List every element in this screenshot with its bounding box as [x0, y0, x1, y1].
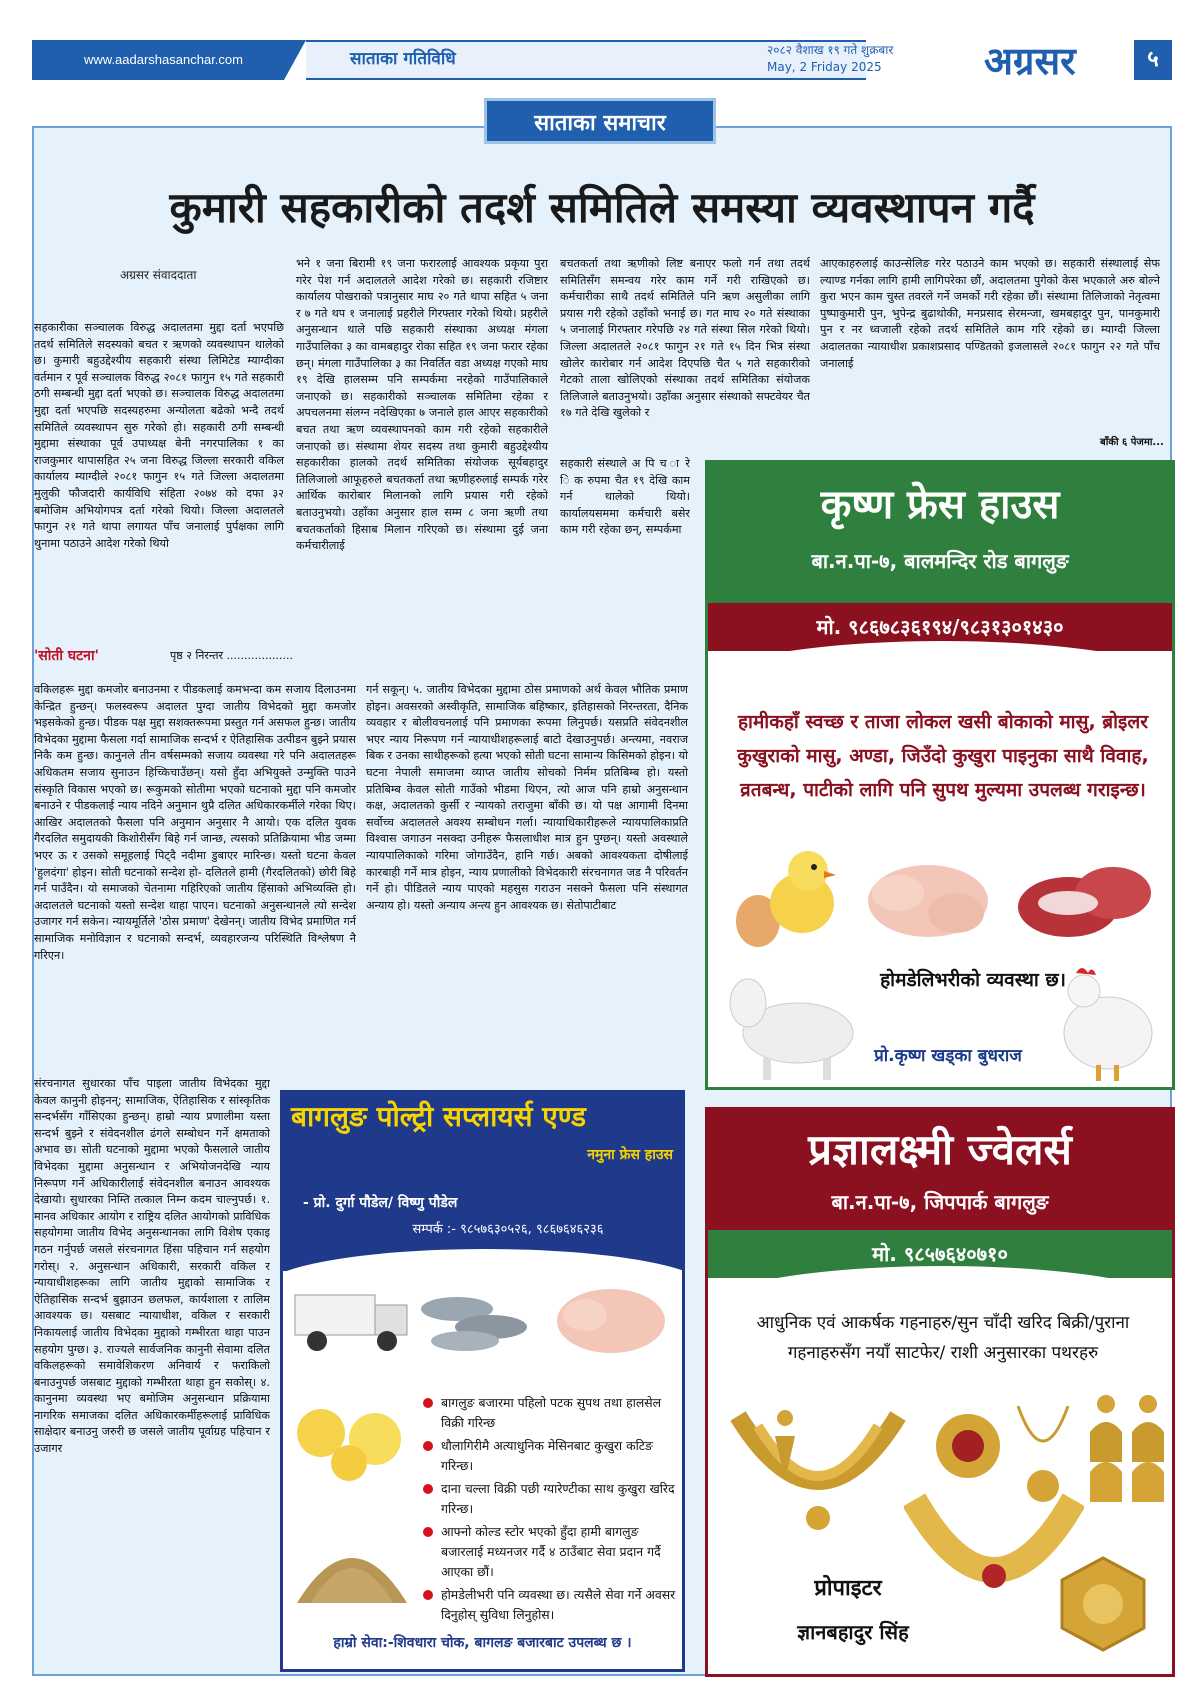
ad-address: बा.न.पा-७, जिपपार्क बागलुङ	[831, 1190, 1049, 1214]
article-column-3	[560, 256, 810, 456]
article-column-5	[34, 682, 356, 1072]
article-column-4	[820, 256, 1160, 434]
poultry-ad[interactable]	[280, 1090, 685, 1672]
proprietor-label: प्रोपाइटर	[814, 1576, 882, 1601]
website-url[interactable]: www.aadarshasanchar.com	[32, 40, 284, 80]
masthead-logo: अग्रसर	[984, 38, 1076, 83]
ad-phone: मो. ९८५७६४०७१०	[872, 1242, 1008, 1266]
gold-earring-image	[770, 1406, 800, 1486]
mutton-image	[1008, 843, 1158, 953]
chicks-image	[291, 1383, 413, 1483]
ad-description: आधुनिक एवं आकर्षक गहनाहरु/सुन चाँदी खरिद बिक्री/पुराना गहनाहरुसँग नयाँ साटफेर/ राशी अनुसारका पथरहरु	[756, 1313, 1130, 1363]
section-label: साताका समाचार	[484, 98, 716, 144]
ad-phone: मो. ९८६७८३६१९४/९८३१३०१४३०	[816, 615, 1064, 639]
ad-footer: हाम्रो सेवा:-शिवधारा चोक, बागलङ बजारबाट उपलब्ध छ ।	[333, 1635, 632, 1651]
article-column-1	[34, 320, 284, 610]
section-name: साताका गतिविधि	[350, 49, 456, 69]
ad-title: बागलुङ पोल्ट्री सप्लायर्स एण्ड	[291, 1100, 587, 1133]
article-text: गर्न सकून्। ५. जातीय विभेदका मुद्दामा ठोस प्रमाणको अर्थ केवल भौतिक प्रमाण होइन। अवसरको अस्वीकृति, सामाजिक बहिष्कार, इतिहासको निरन्तरता, दैनिक व्यवहार र बोलीवचनलाई पनि प्रमाणका रूपमा लिनुपर्छ। यसप्रति संवेदनशील भएर न्याय निरूपण गर्न न्यायाधीशहरूलाई बाटो देखाउनुपर्छ। अन्त्यमा, नवराज बिक र उनका साथीहरूको हत्या भएको सोती घटना सामान्य किसिमको होइन। यो घटना नेपाली समाजमा व्याप्त जातीय सोचको निर्मम प्रतिबिम्ब हो। यस्तो प्रतिबिम्ब केवल सोती गाउँको भीडमा थिएन, त्यो आज पनि हाम्रो अनुसन्धान कक्ष, अदालतको कुर्सी र न्यायको तराजुमा बाँकी छ। यो पक्ष आगामी दिनमा सर्वोच्च अदालतले अवश्य सम्बोधन गर्ला। न्यायाधिकारीहरूले न्यायपालिकाप्रति विश्वास जगाउन नसक्दा उनीहरू फैसलाधीश मात्र हुन पुग्छन्। यस्तो अवस्थाले न्यायपालिकाको गरिमा जोगाउँदैन, हानि गर्छ। अबको आवश्यकता दोषीलाई कारबाही गर्ने मात्र होइन, न्याय प्रणालीको विभेदकारी संरचनागत जड नै परिवर्तन गर्ने हो। पीडितले न्याय पाएको महसुस गराउन नसक्ने फैसला पनि संस्थागत अन्याय हो। यस्तो अन्याय अन्त्य हुन आवश्यक छ। सेतोपाटीबाट	[366, 683, 688, 912]
gold-necklace-image	[718, 1406, 918, 1546]
article-text: वकिलहरू मुद्दा कमजोर बनाउनमा र पीडकलाई कमभन्दा कम सजाय दिलाउनमा केन्द्रित हुन्छन्। फलस्वरूप अदालत पुग्दा जातीय विभेदको मुद्दा कमजोर भइसकेको हुन्छ। पीडक पक्ष मुद्दा सशक्तरूपमा प्रस्तुत गर्न असफल हुन्छ। जातीय विभेदका मुद्दामा फैसला गर्दा सामाजिक सन्दर्भ र ऐतिहासिक उत्पीडन बुझ्ने प्रयास निकै कम हुन्छ। कानुनले तीन वर्षसम्मको सजाय व्यवस्था गरे पनि अदालतहरू अधिकतम सजाय सुनाउन हिच्किचाउँछन्। यसो हुँदा अभियुक्ते उन्मुक्ति पाउने संस्कृति विकास भएको छ। रूकुमको सोतीमा भएको घटनाको मुद्दा पनि कमजोर बनाउने र पीडकलाई न्याय नदिने अनुमान थुप्रै दलित अधिकारकर्मीले गरेका थिए। आखिर अदालतको फैसला पनि अनुमान अनुसार नै आयो। एक दलित युवक गैरदलित समुदायकी किशोरीसँग बिहे गर्न जान्छ, त्यसको प्रतिक्रियामा भीड जम्मा भएर ऊ र उसको समूहलाई पिट्दै नदीमा डुबाएर मारिन्छ। यस्तो घटना केवल 'हुलदंगा' होइन। सोती घटनाको सन्देश हो- दलितले हामी (गैरदलितको) छोरी बिहे गर्न पाउँदैन। यो समाजको चेतनामा गहिरिएको जातीय हिंसाको अभिव्यक्ति हो। अदालतले घटनाको यस्तो सन्देश थाहा पाएन। घटनाको अनुसन्धानले त्यो सन्देश उजागर गर्न सकेन। न्यायमूर्तिले 'ठोस प्रमाण' देखेनन्। जातीय विभेद प्रमाणित गर्न सामाजिक मनोविज्ञान र घटनाको सन्दर्भ, व्यवहारजन्य परिस्थिति विश्लेषण नै गरिएन।	[34, 683, 356, 962]
article-column-3b	[560, 456, 690, 616]
chicken-meat-image	[858, 843, 998, 953]
fresh-house-ad[interactable]	[705, 460, 1175, 1090]
ad-title: प्रज्ञालक्ष्मी ज्वेलर्स	[808, 1125, 1072, 1174]
article-headline: कुमारी सहकारीको तदर्श समितिले समस्या व्यवस्थापन गर्दै	[169, 183, 1035, 232]
service-list	[423, 1393, 681, 1628]
ad-subtitle: नमुना फ्रेस हाउस	[587, 1147, 673, 1163]
truck-image	[291, 1279, 413, 1359]
service-item: धौलागिरीमै अत्याधुनिक मेसिनबाट कुखुरा कटिङ गरिन्छ।	[423, 1436, 681, 1476]
proprietor-name: ज्ञानबहादुर सिंह	[797, 1620, 909, 1644]
feed-pellets-image	[291, 1503, 413, 1613]
home-delivery-note: होमडेलिभरीको व्यवस्था छ।	[880, 969, 1066, 991]
page-number: ५	[1134, 40, 1172, 80]
article-text: सहकारी संस्थाले अ पि च ा रे ि क रुपमा चैत १९ देखि काम गर्न थालेको थियो। कार्यालयसममा कर्मचारी बसेर काम गरी रहेका छन्, सम्पर्कमा	[560, 457, 690, 537]
service-item: होमडेलीभरी पनि व्यवस्था छ। त्यसैले सेवा गर्ने अवसर दिनुहोस् सुविधा लिनुहोस।	[423, 1585, 681, 1625]
gold-ring-image	[928, 1406, 1008, 1486]
article-column-6	[366, 682, 688, 1082]
jhumka-earring-image	[1084, 1392, 1170, 1522]
issue-date	[767, 42, 977, 76]
article-byline: अग्रसर संवाददाता	[120, 268, 197, 282]
service-item: आफ्नो कोल्ड स्टोर भएको हुँदा हामी बागलुङ बजारलाई मध्यनजर गर्दै ४ ठाउँबाट सेवा प्रदान गर्दै आएका छौं।	[423, 1522, 681, 1582]
article-text: सहकारीका सञ्चालक विरुद्ध अदालतमा मुद्दा दर्ता भएपछि तदर्थ समितिले सदस्यको बचत र ऋणको व्यवस्थापन थालेको छ। कुमारी बहुउद्देश्यीय सहकारी संस्था लिमिटेड म्याग्दीका वर्तमान र पूर्व सञ्चालक विरुद्ध २०८१ फागुन १५ गते सहकारी ठगी सम्बन्धी मुद्दा दर्ता भएको छ। सञ्चालक विरुद्ध अदालतमा मुद्दा दर्ता भएपछि सदस्यहरुमा अन्योलता बढेको भन्दै तदर्थ समितिले व्यवस्थापन सुरु गरेको हो। सहकारी ठगी सम्बन्धी मुद्दामा संस्थाका पूर्व उपाध्यक्ष बेनी नगरपालिका १ का राजकुमार थापासहित २५ जना विरुद्ध जिल्ला सरकारी वकिल कार्यालय म्याग्दीले २०८१ फागुन १५ गते जिल्ला अदालतमा मुलुकी फौजदारी कार्यविधि संहिता २०७४ को दफा ३२ बमोजिम अभियोगपत्र दर्ता गरेको थियो। जिल्ला अदालतले फागुन २१ गते थापा लगायत पाँच जनालाई पुर्पक्षका लागि थुनामा पठाउने आदेश गरेको थियो	[34, 321, 284, 550]
article-text: भने १ जना बिरामी १९ जना फरारलाई आवश्यक प्रकृया पुरा गरेर पेश गर्न अदालतले आदेश गरेको छ। सहकारी रजिष्टार कार्यालय पोखराको पत्रानुसार माघ २० गते थापा सहित ५ जना र ७ गते थप १ जनालाई प्रहरीले गिरफ्तार गरेको थियो। प्रहरीले अनुसन्धान थाले पछि सहकारी संस्थाका अध्यक्ष मंगला गाउँपालिका ३ का वामबहादुर रोका सहित १९ जना फरार रहेका छन्। मंगला गाउँपालिका ३ का निवर्तित वडा अध्यक्ष गएको माघ १९ देखि हालसम्म पनि सम्पर्कमा नरहेको गाउँपालिकाले जनाएको छ। सहकारीको सञ्चालक समितिमा रहेका र अपचलनमा संलग्न नदेखिएका ७ जनाले हाल आएर सहकारीको बचत तथा ऋण व्यवस्थापनको काम गरी रहेको सहकारीले जनाएको छ। संस्थामा शेयर सदस्य तथा कुमारी बहुउद्देश्यीय सहकारीका हालको तदर्थ समितिका संयोजक सूर्यबहादुर तिलिजालो आफूहरुले बचतकर्ता तथा ऋणीहरुलाई सम्पर्क गरेर आर्थिक कारोबार मिलानको लागि प्रयास गरी रहेको बताउनुभयो। उहाँका अनुसार हाल सम्म ८ जना ऋणी तथा बचतकर्ताको हिसाब मिलान गरिएको छ। संस्थामा दुई जना कर्मचारीलाई	[296, 257, 548, 553]
header-slant	[284, 40, 306, 80]
article-text: संरचनागत सुधारका पाँच पाइला जातीय विभेदका मुद्दा केवल कानुनी होइनन्; सामाजिक, ऐतिहासिक र सांस्कृतिक सन्दर्भसँग गाँसिएका हुन्छन्। हाम्रो न्याय प्रणालीमा यस्ता सन्दर्भ बुझ्ने र संवेदनशील ढंगले सम्बोधन गर्ने क्षमताको अभाव छ। सोती घटनाको मुद्दामा भएको फैसलाले जातीय विभेदका मुद्दामा अनुसन्धान र अभियोजनदेखि न्याय निरूपण गर्ने अधिकारीलाई संवेदनशील बनाउन आवश्यक देखायो। सुधारका निम्ति तत्काल निम्न कदम चाल्नुपर्छ। १. मानव अधिकार आयोग र राष्ट्रिय दलित आयोगको प्राविधिक सहयोगमा जातीय विभेद अनुसन्धानका लागि विशेष एकाइ गठन गर्नुपर्छ जसले संरचनागत हिंसा पहिचान गर्न सहयोग गरोस्। २. अनुसन्धान अधिकारी, सरकारी वकिल र न्यायाधीशहरूका लागि जातीय मुद्दाको सामाजिक र ऐतिहासिक सन्दर्भ बुझाउन छलफल, कार्यशाला र तालिम आवश्यक छ। यसबाट न्यायाधीश, वकिल र सरकारी निकायलाई जातीय विभेदका मुद्दाको गम्भीरता थाहा पाउन सहयोग पुग्छ। ३. राज्यले सार्वजनिक कानुनी सेवामा दलित वकिलहरूको समावेशिकरण अनिवार्य र फराकिलो बनाउनुपर्छ जसबाट मुद्दाको गम्भीरता थाहा हुन सकोस्। ४. कानुनमा व्यवस्था भए बमोजिम अनुसन्धान प्रक्रियामा नागरिक समाजका दलित अधिकारकर्मीहरूलाई प्राविधिक साक्षेदार बनाउनु जरुरी छ जसले जातीय पूर्वाग्रह पहिचान र उजागर	[34, 1077, 270, 1456]
chicken-meat-image	[545, 1279, 675, 1359]
ad-proprietor: प्रो.कृष्ण खड्का बुधराज	[874, 1046, 1022, 1066]
ad-title: कृष्ण फ्रेस हाउस	[820, 482, 1060, 528]
chick-egg-image	[720, 843, 850, 953]
ad-description: हामीकहाँ स्वच्छ र ताजा लोकल खसी बोकाको मासु, ब्रोइलर कुखुराको मासु, अण्डा, जिउँदो कुखुरा पाइनुका साथै विवाह, व्रतबन्ध, पाटीको लागि पनि सुपथ मुल्यमा उपलब्ध गराइन्छ।	[737, 711, 1149, 801]
issue-date-en: May, 2 Friday 2025	[767, 60, 882, 74]
ad-contact: सम्पर्क :- ९८५७६३०५२६, ९८६७६४६२३६	[412, 1222, 604, 1237]
article-text: बचतकर्ता तथा ऋणीको लिष्ट बनाएर फलो गर्न तथा तदर्थ समितिसँग समन्वय गरेर काम गर्ने गरी राखिएको छ। कर्मचारीका साथै तदर्थ समितिले पनि ऋण असुलीका लागि प्रयास गरी रहेको उहाँको भनाई छ। गत माघ २० गते संस्थाका ५ जनालाई गिरफ्तार गरेपछि २४ गते संस्था सिल गरेको थियो। जिल्ला अदालतले २०८१ फागुन २१ गते १५ दिन भित्र संस्था खोलेर कारोबार गर्न आदेश दिएपछि चैत ५ गते सहकारीको गेटको ताला खोलिएको संस्थाका तदर्थ समितिका संयोजक तिलिजाले बताउनुभयो। उहाँका अनुसार संस्थाको सफ्टवेयर चैत १७ गते देखि खुलेको र	[560, 257, 810, 420]
page-header	[32, 38, 1172, 83]
continued-story-ref: पृष्ठ २ निरन्तर ...................	[170, 649, 293, 662]
fish-image	[417, 1279, 537, 1359]
ad-address: बा.न.पा-७, बालमन्दिर रोड बागलुङ	[811, 549, 1069, 573]
article-text: आएकाहरुलाई काउन्सेलिङ गरेर पठाउने काम भएको छ। सहकारी संस्थालाई सेफ ल्याण्ड गर्नका लागि हामी लागिपरेका छौं, अदालतमा पुगेको केस भएकाले अरु बोल्ने कुरा भएन काम चुस्त तवरले गर्ने जमर्को गरी रहेका छौं। संस्थामा तिलिजाको नेतृत्वमा पुष्पाकुमारी पुन, भुपेन्द्र बुढाथोकी, मनप्रसाद सेरमन्जा, खमबहादुर पुन, पानकुमारी पुन र नर ध्वजाली रहेको तदर्थ समितिले काम गरि रहेको छ। म्याग्दी जिल्ला अदालतका न्यायाधीश प्रकाशप्रसाद पण्डितको इजलासले २०८१ फागुन २२ गते पाँच जनालाई	[820, 257, 1160, 370]
service-item: दाना चल्ला विक्री पछी ग्यारेण्टीका साथ कुखुरा खरिद गरिन्छ।	[423, 1479, 681, 1519]
jewellers-ad[interactable]	[705, 1107, 1175, 1677]
article-column-5b	[34, 1076, 270, 1672]
ad-proprietor: - प्रो. दुर्गा पौडेल/ विष्णु पौडेल	[303, 1195, 458, 1211]
continued-story-title: 'सोती घटना'	[34, 648, 99, 664]
gold-gents-ring-image	[1048, 1550, 1158, 1660]
service-item: बागलुङ बजारमा पहिलो पटक सुपथ तथा हालसेल विक्री गरिन्छ	[423, 1393, 681, 1433]
issue-date-np: २०८२ वैशाख १९ गते शुक्रबार	[767, 43, 894, 57]
continued-note: बाँकी ६ पेजमा...	[1100, 437, 1164, 448]
article-column-2	[296, 256, 548, 610]
